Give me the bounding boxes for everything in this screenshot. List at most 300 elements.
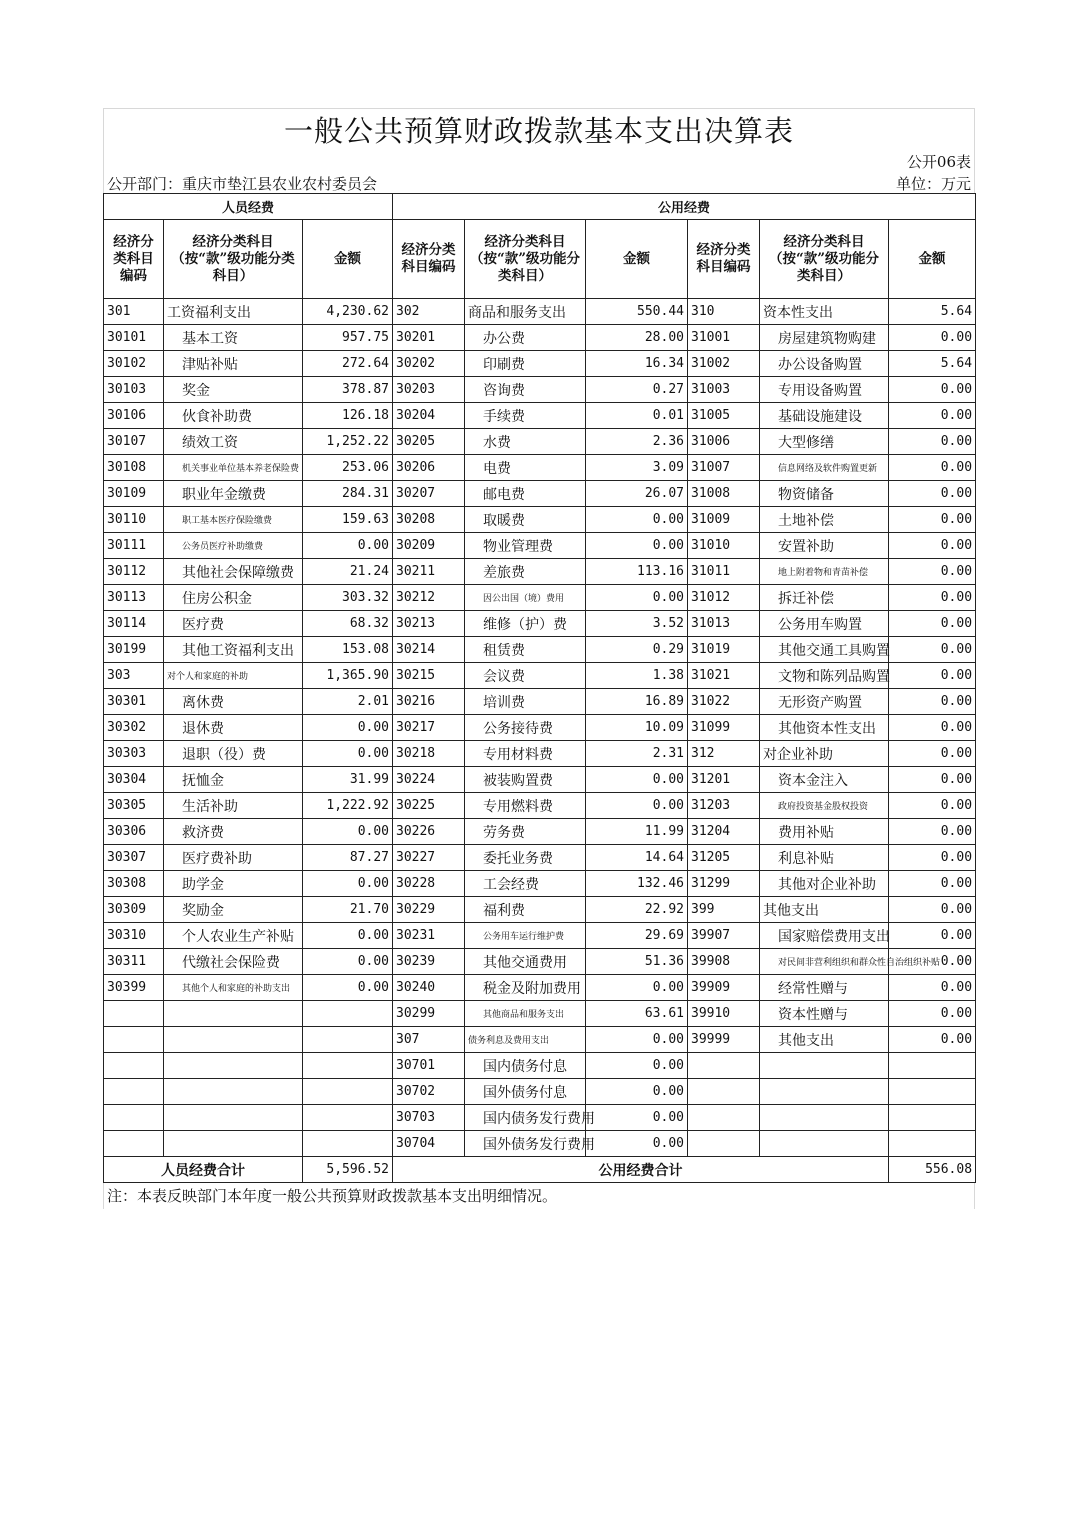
capital-amount: 0.00 [889, 897, 976, 923]
capital-code: 31009 [688, 507, 760, 533]
personnel-item: 退职（役）费 [164, 741, 303, 767]
capital-item: 安置补助 [760, 533, 889, 559]
capital-code: 39907 [688, 923, 760, 949]
public-amount: 22.92 [586, 897, 688, 923]
public-code: 30206 [393, 455, 465, 481]
table-row [104, 351, 976, 377]
personnel-amount: 31.99 [303, 767, 393, 793]
personnel-item: 其他工资福利支出 [164, 637, 303, 663]
table-row [104, 559, 976, 585]
capital-amount: 5.64 [889, 351, 976, 377]
capital-amount: 0.00 [889, 325, 976, 351]
capital-item: 物资储备 [760, 481, 889, 507]
personnel-group-header: 人员经费 [104, 194, 393, 220]
capital-code [688, 1053, 760, 1079]
public-code: 30209 [393, 533, 465, 559]
capital-amount: 0.00 [889, 975, 976, 1001]
public-code: 30240 [393, 975, 465, 1001]
table-row [104, 1079, 976, 1105]
public-item: 税金及附加费用 [465, 975, 586, 1001]
public-amount: 0.00 [586, 1131, 688, 1157]
capital-code: 31011 [688, 559, 760, 585]
table-row [104, 1131, 976, 1157]
public-item: 水费 [465, 429, 586, 455]
public-code: 30704 [393, 1131, 465, 1157]
personnel-amount [303, 1053, 393, 1079]
capital-code [688, 1131, 760, 1157]
personnel-amount: 957.75 [303, 325, 393, 351]
capital-amount: 0.00 [889, 611, 976, 637]
public-code: 30218 [393, 741, 465, 767]
capital-amount [889, 1105, 976, 1131]
col-header-code: 经济分类科目编码 [104, 220, 164, 299]
table-row [104, 975, 976, 1001]
capital-amount [889, 1053, 976, 1079]
table-row [104, 741, 976, 767]
public-code: 30207 [393, 481, 465, 507]
public-amount: 0.00 [586, 767, 688, 793]
capital-code: 310 [688, 299, 760, 325]
personnel-amount: 0.00 [303, 741, 393, 767]
public-amount: 0.00 [586, 975, 688, 1001]
capital-item: 资本性支出 [760, 299, 889, 325]
public-code: 30211 [393, 559, 465, 585]
public-item: 电费 [465, 455, 586, 481]
table-row [104, 689, 976, 715]
capital-code: 39999 [688, 1027, 760, 1053]
capital-amount: 0.00 [889, 663, 976, 689]
expenditure-table [103, 193, 976, 1183]
capital-item: 文物和陈列品购置 [760, 663, 889, 689]
personnel-amount: 126.18 [303, 403, 393, 429]
table-number: 公开06表 [906, 153, 971, 171]
personnel-item: 绩效工资 [164, 429, 303, 455]
personnel-code: 30107 [104, 429, 164, 455]
personnel-item: 公务员医疗补助缴费 [164, 533, 303, 559]
personnel-item: 代缴社会保险费 [164, 949, 303, 975]
personnel-code: 30102 [104, 351, 164, 377]
personnel-code: 30106 [104, 403, 164, 429]
report-title: 一般公共预算财政拨款基本支出决算表 [283, 114, 794, 148]
public-code: 30228 [393, 871, 465, 897]
personnel-code: 30199 [104, 637, 164, 663]
table-row [104, 325, 976, 351]
personnel-code: 30303 [104, 741, 164, 767]
public-code: 30299 [393, 1001, 465, 1027]
public-item: 劳务费 [465, 819, 586, 845]
public-code: 30224 [393, 767, 465, 793]
personnel-item: 对个人和家庭的补助 [164, 663, 303, 689]
table-row [104, 845, 976, 871]
personnel-item: 助学金 [164, 871, 303, 897]
capital-item: 利息补贴 [760, 845, 889, 871]
personnel-amount: 21.70 [303, 897, 393, 923]
public-item: 国内债务发行费用 [465, 1105, 586, 1131]
capital-code: 31019 [688, 637, 760, 663]
table-row [104, 533, 976, 559]
table-row [104, 715, 976, 741]
public-item: 取暖费 [465, 507, 586, 533]
capital-code: 39909 [688, 975, 760, 1001]
capital-amount: 0.00 [889, 559, 976, 585]
capital-amount [889, 1131, 976, 1157]
personnel-code: 30305 [104, 793, 164, 819]
capital-item: 其他支出 [760, 897, 889, 923]
capital-item: 办公设备购置 [760, 351, 889, 377]
capital-code [688, 1105, 760, 1131]
table-row [104, 1105, 976, 1131]
table-body [104, 299, 976, 1157]
capital-amount: 0.00 [889, 455, 976, 481]
department: 公开部门：重庆市垫江县农业农村委员会 [107, 175, 378, 193]
public-amount: 550.44 [586, 299, 688, 325]
capital-code: 31099 [688, 715, 760, 741]
public-item: 债务利息及费用支出 [465, 1027, 586, 1053]
public-item: 培训费 [465, 689, 586, 715]
personnel-code [104, 1053, 164, 1079]
public-item: 工会经费 [465, 871, 586, 897]
capital-item [760, 1053, 889, 1079]
capital-item: 对企业补助 [760, 741, 889, 767]
capital-item: 政府投资基金股权投资 [760, 793, 889, 819]
personnel-amount: 253.06 [303, 455, 393, 481]
personnel-code: 301 [104, 299, 164, 325]
table-row [104, 611, 976, 637]
capital-item: 基础设施建设 [760, 403, 889, 429]
table-row [104, 1027, 976, 1053]
personnel-amount: 0.00 [303, 715, 393, 741]
public-code: 30239 [393, 949, 465, 975]
public-amount: 16.34 [586, 351, 688, 377]
public-total-label: 公用经费合计 [393, 1157, 889, 1183]
footnote: 注：本表反映部门本年度一般公共预算财政拨款基本支出明细情况。 [103, 1183, 975, 1209]
personnel-code: 30308 [104, 871, 164, 897]
public-amount: 0.00 [586, 1027, 688, 1053]
capital-code: 31012 [688, 585, 760, 611]
personnel-item: 机关事业单位基本养老保险费 [164, 455, 303, 481]
public-code: 30225 [393, 793, 465, 819]
personnel-amount: 378.87 [303, 377, 393, 403]
capital-amount: 0.00 [889, 819, 976, 845]
public-total-value: 556.08 [889, 1157, 976, 1183]
personnel-amount: 0.00 [303, 871, 393, 897]
public-code: 307 [393, 1027, 465, 1053]
public-item: 因公出国（境）费用 [465, 585, 586, 611]
personnel-amount: 0.00 [303, 533, 393, 559]
public-amount: 0.00 [586, 533, 688, 559]
capital-amount: 0.00 [889, 637, 976, 663]
capital-amount: 0.00 [889, 533, 976, 559]
personnel-code [104, 1131, 164, 1157]
public-amount: 0.29 [586, 637, 688, 663]
capital-amount: 0.00 [889, 793, 976, 819]
public-code: 30229 [393, 897, 465, 923]
personnel-amount [303, 1001, 393, 1027]
public-amount: 2.31 [586, 741, 688, 767]
table-row [104, 871, 976, 897]
capital-code: 31002 [688, 351, 760, 377]
table-row [104, 585, 976, 611]
personnel-item: 职业年金缴费 [164, 481, 303, 507]
capital-amount: 0.00 [889, 403, 976, 429]
capital-amount: 0.00 [889, 949, 976, 975]
personnel-code: 30110 [104, 507, 164, 533]
public-amount: 2.36 [586, 429, 688, 455]
capital-amount: 0.00 [889, 481, 976, 507]
personnel-code: 30113 [104, 585, 164, 611]
personnel-code [104, 1001, 164, 1027]
capital-item: 专用设备购置 [760, 377, 889, 403]
capital-code: 312 [688, 741, 760, 767]
personnel-code: 30307 [104, 845, 164, 871]
public-amount: 26.07 [586, 481, 688, 507]
personnel-item: 伙食补助费 [164, 403, 303, 429]
public-amount: 0.00 [586, 1105, 688, 1131]
public-item: 国外债务付息 [465, 1079, 586, 1105]
personnel-amount: 0.00 [303, 923, 393, 949]
personnel-item [164, 1131, 303, 1157]
personnel-amount: 68.32 [303, 611, 393, 637]
public-code: 30208 [393, 507, 465, 533]
personnel-code: 30114 [104, 611, 164, 637]
public-code: 30231 [393, 923, 465, 949]
personnel-item [164, 1001, 303, 1027]
public-code: 30226 [393, 819, 465, 845]
public-item: 邮电费 [465, 481, 586, 507]
capital-item: 资本金注入 [760, 767, 889, 793]
public-amount: 0.00 [586, 793, 688, 819]
capital-code: 31003 [688, 377, 760, 403]
capital-code: 31007 [688, 455, 760, 481]
public-amount: 0.00 [586, 1053, 688, 1079]
personnel-item [164, 1105, 303, 1131]
capital-code: 399 [688, 897, 760, 923]
capital-amount: 0.00 [889, 429, 976, 455]
capital-code: 31006 [688, 429, 760, 455]
capital-amount: 0.00 [889, 1027, 976, 1053]
personnel-item [164, 1053, 303, 1079]
personnel-code: 30310 [104, 923, 164, 949]
public-amount: 51.36 [586, 949, 688, 975]
personnel-amount [303, 1131, 393, 1157]
table-number-row [103, 149, 975, 171]
public-amount: 28.00 [586, 325, 688, 351]
public-amount: 63.61 [586, 1001, 688, 1027]
public-code: 30701 [393, 1053, 465, 1079]
public-code: 302 [393, 299, 465, 325]
personnel-amount: 21.24 [303, 559, 393, 585]
table-row [104, 429, 976, 455]
table-row [104, 507, 976, 533]
capital-amount: 0.00 [889, 507, 976, 533]
capital-amount: 0.00 [889, 845, 976, 871]
personnel-code: 30103 [104, 377, 164, 403]
col-header-amount: 金额 [889, 220, 976, 299]
table-row [104, 819, 976, 845]
public-code: 30212 [393, 585, 465, 611]
capital-code: 31001 [688, 325, 760, 351]
capital-item: 公务用车购置 [760, 611, 889, 637]
personnel-amount: 0.00 [303, 975, 393, 1001]
personnel-item: 基本工资 [164, 325, 303, 351]
group-header-row [104, 194, 976, 220]
public-amount: 14.64 [586, 845, 688, 871]
table-row [104, 481, 976, 507]
unit-label: 单位：万元 [895, 175, 971, 193]
public-amount: 10.09 [586, 715, 688, 741]
capital-amount: 0.00 [889, 767, 976, 793]
table-row [104, 897, 976, 923]
personnel-item: 工资福利支出 [164, 299, 303, 325]
public-code: 30217 [393, 715, 465, 741]
public-amount: 0.00 [586, 507, 688, 533]
table-row [104, 767, 976, 793]
capital-amount: 0.00 [889, 585, 976, 611]
public-code: 30215 [393, 663, 465, 689]
public-item: 物业管理费 [465, 533, 586, 559]
public-code: 30204 [393, 403, 465, 429]
personnel-code: 303 [104, 663, 164, 689]
personnel-amount: 0.00 [303, 949, 393, 975]
personnel-code: 30101 [104, 325, 164, 351]
capital-code [688, 1079, 760, 1105]
col-header-code: 经济分类科目编码 [393, 220, 465, 299]
public-amount: 113.16 [586, 559, 688, 585]
public-amount: 0.01 [586, 403, 688, 429]
capital-code: 31005 [688, 403, 760, 429]
table-row [104, 1053, 976, 1079]
personnel-code: 30108 [104, 455, 164, 481]
public-item: 其他交通费用 [465, 949, 586, 975]
table-row [104, 377, 976, 403]
capital-code: 31008 [688, 481, 760, 507]
col-header-amount: 金额 [303, 220, 393, 299]
capital-item: 土地补偿 [760, 507, 889, 533]
public-amount: 16.89 [586, 689, 688, 715]
capital-item: 无形资产购置 [760, 689, 889, 715]
capital-code: 31022 [688, 689, 760, 715]
public-item: 专用材料费 [465, 741, 586, 767]
personnel-amount: 153.08 [303, 637, 393, 663]
personnel-amount: 1,252.22 [303, 429, 393, 455]
public-item: 手续费 [465, 403, 586, 429]
public-amount: 0.00 [586, 1079, 688, 1105]
capital-code: 31205 [688, 845, 760, 871]
personnel-item [164, 1079, 303, 1105]
personnel-item: 津贴补贴 [164, 351, 303, 377]
capital-item: 其他对企业补助 [760, 871, 889, 897]
capital-amount: 0.00 [889, 377, 976, 403]
capital-item: 地上附着物和青苗补偿 [760, 559, 889, 585]
public-item: 租赁费 [465, 637, 586, 663]
public-amount: 3.52 [586, 611, 688, 637]
capital-amount: 0.00 [889, 715, 976, 741]
public-item: 国内债务付息 [465, 1053, 586, 1079]
capital-item: 房屋建筑物购建 [760, 325, 889, 351]
public-code: 30205 [393, 429, 465, 455]
capital-item: 拆迁补偿 [760, 585, 889, 611]
capital-item: 资本性赠与 [760, 1001, 889, 1027]
personnel-amount: 272.64 [303, 351, 393, 377]
personnel-code: 30109 [104, 481, 164, 507]
capital-code: 31010 [688, 533, 760, 559]
public-item: 印刷费 [465, 351, 586, 377]
table-row [104, 455, 976, 481]
capital-item: 对民间非营利组织和群众性自治组织补贴 [760, 949, 889, 975]
personnel-item: 抚恤金 [164, 767, 303, 793]
public-item: 会议费 [465, 663, 586, 689]
public-code: 30703 [393, 1105, 465, 1131]
public-amount: 132.46 [586, 871, 688, 897]
capital-item: 费用补贴 [760, 819, 889, 845]
personnel-code: 30311 [104, 949, 164, 975]
capital-code: 31203 [688, 793, 760, 819]
capital-item: 经常性赠与 [760, 975, 889, 1001]
public-item: 商品和服务支出 [465, 299, 586, 325]
public-item: 委托业务费 [465, 845, 586, 871]
table-row [104, 793, 976, 819]
capital-item: 国家赔偿费用支出 [760, 923, 889, 949]
table-row [104, 663, 976, 689]
table-row [104, 949, 976, 975]
table-row [104, 1001, 976, 1027]
personnel-item [164, 1027, 303, 1053]
personnel-code: 30306 [104, 819, 164, 845]
personnel-code: 30399 [104, 975, 164, 1001]
personnel-amount: 2.01 [303, 689, 393, 715]
table-row [104, 637, 976, 663]
personnel-item: 其他个人和家庭的补助支出 [164, 975, 303, 1001]
public-item: 福利费 [465, 897, 586, 923]
department-row [103, 171, 975, 193]
capital-item [760, 1105, 889, 1131]
personnel-code: 30111 [104, 533, 164, 559]
capital-item: 其他交通工具购置 [760, 637, 889, 663]
public-amount: 29.69 [586, 923, 688, 949]
public-item: 其他商品和服务支出 [465, 1001, 586, 1027]
capital-amount: 0.00 [889, 1001, 976, 1027]
public-code: 30216 [393, 689, 465, 715]
public-group-header: 公用经费 [393, 194, 976, 220]
personnel-item: 医疗费 [164, 611, 303, 637]
public-item: 咨询费 [465, 377, 586, 403]
capital-code: 31013 [688, 611, 760, 637]
capital-item: 其他支出 [760, 1027, 889, 1053]
capital-amount: 0.00 [889, 689, 976, 715]
col-header-name: 经济分类科目（按“款”级功能分类科目） [465, 220, 586, 299]
table-row [104, 403, 976, 429]
personnel-amount [303, 1079, 393, 1105]
personnel-item: 医疗费补助 [164, 845, 303, 871]
title-row [103, 108, 975, 149]
capital-amount: 5.64 [889, 299, 976, 325]
capital-code: 31299 [688, 871, 760, 897]
public-item: 专用燃料费 [465, 793, 586, 819]
personnel-item: 其他社会保障缴费 [164, 559, 303, 585]
capital-item: 大型修缮 [760, 429, 889, 455]
public-code: 30203 [393, 377, 465, 403]
table-row [104, 923, 976, 949]
col-header-name: 经济分类科目（按“款”级功能分类科目） [760, 220, 889, 299]
personnel-amount: 0.00 [303, 819, 393, 845]
personnel-code: 30112 [104, 559, 164, 585]
personnel-amount: 87.27 [303, 845, 393, 871]
personnel-item: 离休费 [164, 689, 303, 715]
capital-amount [889, 1079, 976, 1105]
public-amount: 3.09 [586, 455, 688, 481]
capital-code: 31201 [688, 767, 760, 793]
personnel-total-value: 5,596.52 [303, 1157, 393, 1183]
